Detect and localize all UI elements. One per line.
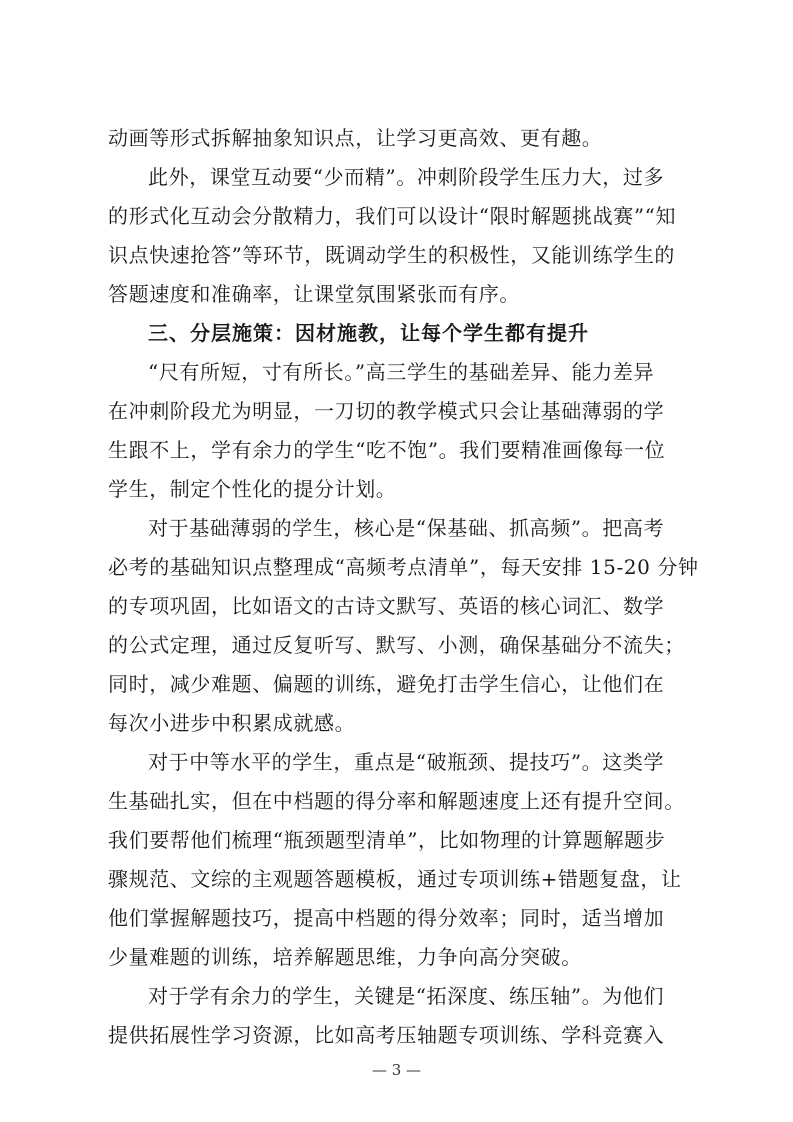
body-line: 的专项巩固，比如语文的古诗文默写、英语的核心词汇、数学 — [108, 594, 665, 618]
body-line: 的形式化互动会分散精力，我们可以设计“限时解题挑战赛”“知 — [108, 204, 677, 228]
body-line: 骤规范、文综的主观题答题模板，通过专项训练+错题复盘，让 — [108, 867, 682, 891]
body-line: 生基础扎实，但在中档题的得分率和解题速度上还有提升空间。 — [108, 789, 685, 813]
body-line: 在冲刺阶段尤为明显，一刀切的教学模式只会让基础薄弱的学 — [108, 399, 665, 423]
body-line: 答题速度和准确率，让课堂氛围紧张而有序。 — [108, 282, 520, 306]
section-heading: 三、分层施策：因材施教，让每个学生都有提升 — [148, 321, 589, 345]
body-line: 生跟不上，学有余力的学生“吃不饱”。我们要精准画像每一位 — [108, 438, 666, 462]
paragraph-first-line: 此外，课堂互动要“少而精”。冲刺阶段学生压力大，过多 — [148, 165, 665, 189]
body-line: 少量难题的训练，培养解题思维，力争向高分突破。 — [108, 945, 582, 969]
page-number: — 3 — — [371, 1061, 422, 1079]
paragraph-first-line: 对于基础薄弱的学生，核心是“保基础、抓高频”。把高考 — [148, 516, 665, 540]
paragraph-first-line: 对于中等水平的学生，重点是“破瓶颈、提技巧”。这类学 — [148, 750, 665, 774]
paragraph-first-line: 对于学有余力的学生，关键是“拓深度、练压轴”。为他们 — [148, 984, 665, 1008]
body-line: 同时，减少难题、偏题的训练，避免打击学生信心，让他们在 — [108, 672, 665, 696]
body-line: 他们掌握解题技巧，提高中档题的得分效率；同时，适当增加 — [108, 906, 665, 930]
paragraph-first-line: “尺有所短，寸有所长。”高三学生的基础差异、能力差异 — [148, 360, 655, 384]
body-line: 的公式定理，通过反复听写、默写、小测，确保基础分不流失； — [108, 633, 685, 657]
body-line: 识点快速抢答”等环节，既调动学生的积极性，又能训练学生的 — [108, 243, 676, 267]
body-line: 每次小进步中积累成就感。 — [108, 711, 356, 735]
body-line: 动画等形式拆解抽象知识点，让学习更高效、更有趣。 — [108, 126, 603, 150]
body-line: 必考的基础知识点整理成“高频考点清单”，每天安排 15-20 分钟 — [108, 555, 699, 579]
body-line: 提供拓展性学习资源，比如高考压轴题专项训练、学科竞赛入 — [108, 1023, 665, 1047]
body-line: 学生，制定个性化的提分计划。 — [108, 477, 397, 501]
body-line: 我们要帮他们梳理“瓶颈题型清单”，比如物理的计算题解题步 — [108, 828, 666, 852]
